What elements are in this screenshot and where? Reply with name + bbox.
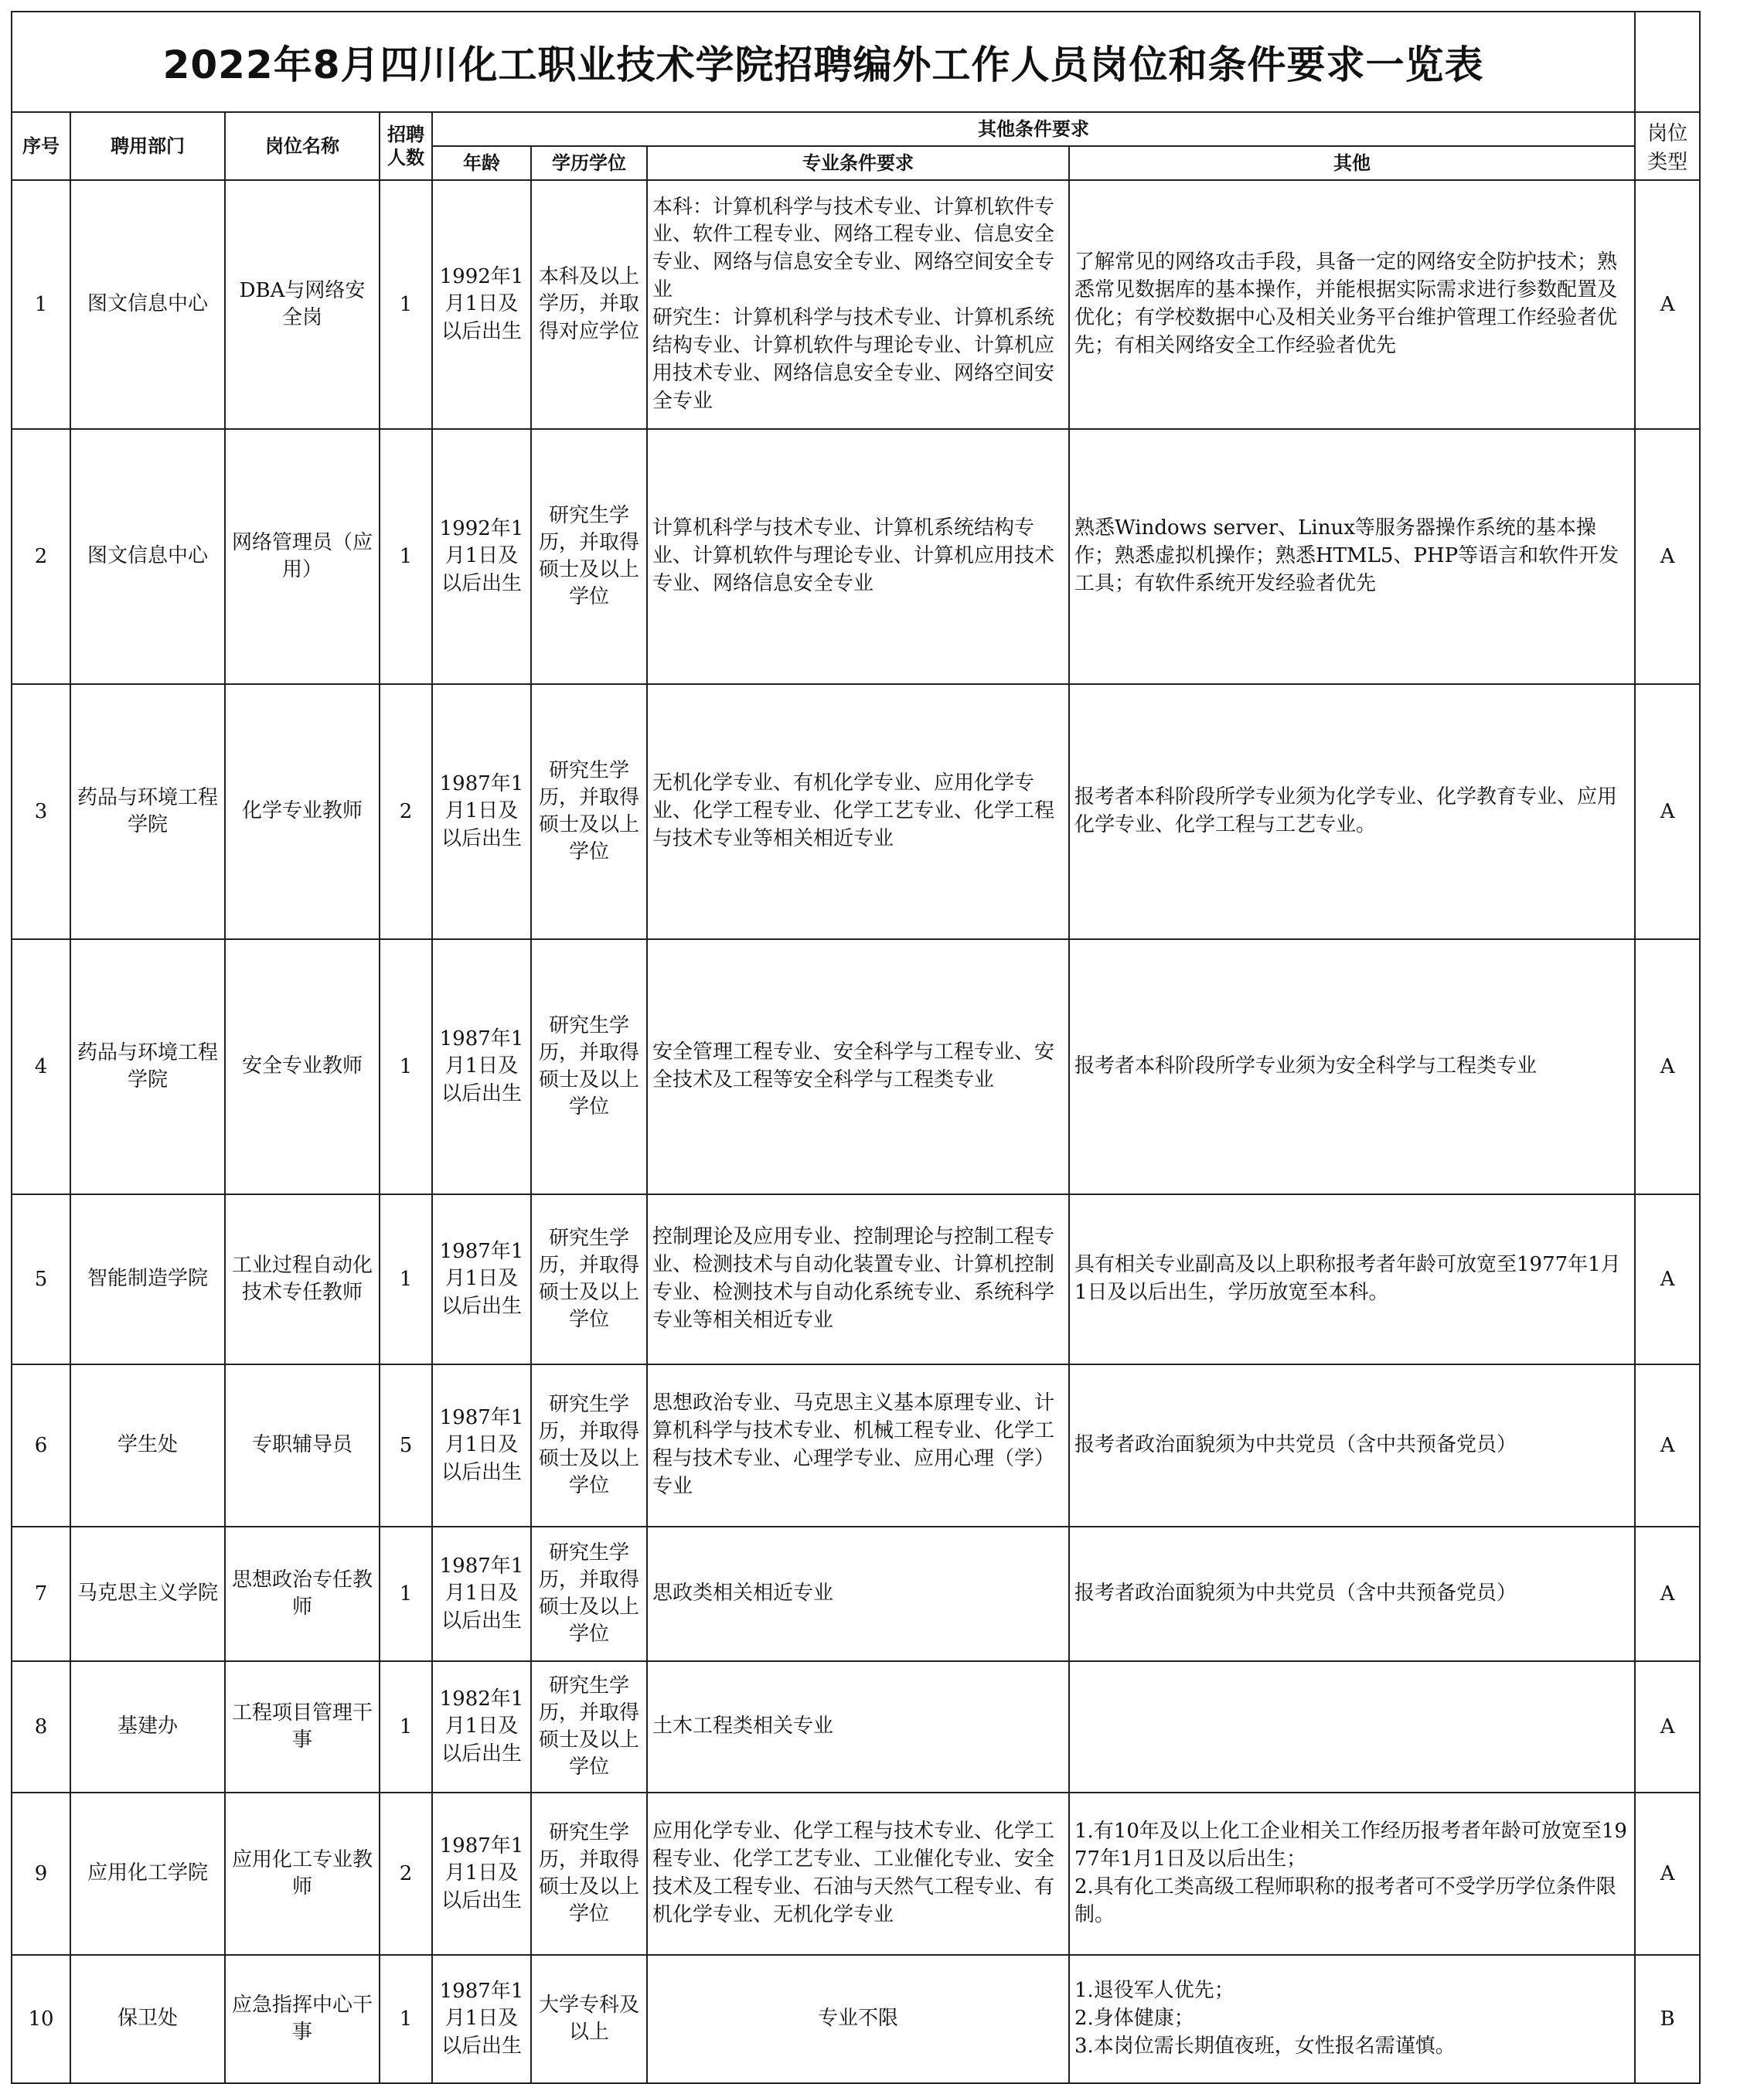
cell-count: 1 bbox=[380, 1527, 432, 1661]
cell-department: 马克思主义学院 bbox=[70, 1527, 225, 1661]
cell-index: 2 bbox=[12, 429, 70, 684]
header-index: 序号 bbox=[12, 112, 70, 180]
table-row bbox=[12, 1955, 1700, 2083]
table-row bbox=[12, 1793, 1700, 1955]
header-major: 专业条件要求 bbox=[647, 146, 1069, 180]
title-side-cell bbox=[1635, 12, 1700, 112]
cell-other: 报考者本科阶段所学专业须为安全科学与工程类专业 bbox=[1069, 939, 1635, 1194]
recruitment-table bbox=[11, 11, 1701, 2084]
cell-department: 基建办 bbox=[70, 1661, 225, 1793]
cell-age: 1987年1月1日及以后出生 bbox=[432, 1955, 531, 2083]
header-department: 聘用部门 bbox=[70, 112, 225, 180]
cell-major: 控制理论及应用专业、控制理论与控制工程专业、检测技术与自动化装置专业、计算机控制专业、检测技术与自动化系统专业、系统科学专业等相关相近专业 bbox=[647, 1194, 1069, 1364]
cell-count: 1 bbox=[380, 1194, 432, 1364]
cell-count: 1 bbox=[380, 1661, 432, 1793]
cell-other: 报考者政治面貌须为中共党员（含中共预备党员） bbox=[1069, 1527, 1635, 1661]
cell-index: 8 bbox=[12, 1661, 70, 1793]
cell-count: 1 bbox=[380, 939, 432, 1194]
cell-type: A bbox=[1635, 1661, 1700, 1793]
cell-department: 图文信息中心 bbox=[70, 429, 225, 684]
cell-index: 7 bbox=[12, 1527, 70, 1661]
cell-age: 1987年1月1日及以后出生 bbox=[432, 1364, 531, 1527]
cell-position: 专职辅导员 bbox=[225, 1364, 380, 1527]
cell-department: 药品与环境工程学院 bbox=[70, 684, 225, 939]
cell-other: 1.退役军人优先； 2.身体健康； 3.本岗位需长期值夜班，女性报名需谨慎。 bbox=[1069, 1955, 1635, 2083]
table-row bbox=[12, 1194, 1700, 1364]
cell-count: 5 bbox=[380, 1364, 432, 1527]
table-row bbox=[12, 939, 1700, 1194]
cell-count: 2 bbox=[380, 1793, 432, 1955]
cell-index: 6 bbox=[12, 1364, 70, 1527]
cell-age: 1987年1月1日及以后出生 bbox=[432, 1527, 531, 1661]
cell-age: 1987年1月1日及以后出生 bbox=[432, 939, 531, 1194]
cell-education: 研究生学历，并取得硕士及以上学位 bbox=[531, 1364, 647, 1527]
cell-major: 本科：计算机科学与技术专业、计算机软件专业、软件工程专业、网络工程专业、信息安全专业、网络与信息安全专业、网络空间安全专业 研究生：计算机科学与技术专业、计算机系统结构专业、计算机软件与理论专业、计算机应用技术专业、网络信息安全专业、网络空间安全专业 bbox=[647, 180, 1069, 429]
cell-type: A bbox=[1635, 1793, 1700, 1955]
cell-index: 1 bbox=[12, 180, 70, 429]
cell-position: 应用化工专业教师 bbox=[225, 1793, 380, 1955]
table-row bbox=[12, 429, 1700, 684]
cell-department: 智能制造学院 bbox=[70, 1194, 225, 1364]
cell-position: 网络管理员（应用） bbox=[225, 429, 380, 684]
cell-index: 9 bbox=[12, 1793, 70, 1955]
cell-education: 本科及以上学历，并取得对应学位 bbox=[531, 180, 647, 429]
cell-position: 工程项目管理干事 bbox=[225, 1661, 380, 1793]
cell-type: A bbox=[1635, 684, 1700, 939]
cell-education: 研究生学历，并取得硕士及以上学位 bbox=[531, 429, 647, 684]
cell-other: 1.有10年及以上化工企业相关工作经历报考者年龄可放宽至1977年1月1日及以后出生； 2.具有化工类高级工程师职称的报考者可不受学历学位条件限制。 bbox=[1069, 1793, 1635, 1955]
cell-age: 1987年1月1日及以后出生 bbox=[432, 684, 531, 939]
cell-type: B bbox=[1635, 1955, 1700, 2083]
cell-other: 具有相关专业副高及以上职称报考者年龄可放宽至1977年1月1日及以后出生，学历放宽至本科。 bbox=[1069, 1194, 1635, 1364]
cell-education: 研究生学历，并取得硕士及以上学位 bbox=[531, 1661, 647, 1793]
cell-position: 化学专业教师 bbox=[225, 684, 380, 939]
cell-position: 思想政治专任教师 bbox=[225, 1527, 380, 1661]
cell-age: 1987年1月1日及以后出生 bbox=[432, 1194, 531, 1364]
cell-other: 报考者本科阶段所学专业须为化学专业、化学教育专业、应用化学专业、化学工程与工艺专业。 bbox=[1069, 684, 1635, 939]
cell-other: 报考者政治面貌须为中共党员（含中共预备党员） bbox=[1069, 1364, 1635, 1527]
cell-count: 1 bbox=[380, 1955, 432, 2083]
cell-age: 1992年1月1日及以后出生 bbox=[432, 180, 531, 429]
table-row bbox=[12, 1527, 1700, 1661]
cell-major: 土木工程类相关专业 bbox=[647, 1661, 1069, 1793]
header-position: 岗位名称 bbox=[225, 112, 380, 180]
cell-other: 了解常见的网络攻击手段，具备一定的网络安全防护技术；熟悉常见数据库的基本操作，并能根据实际需求进行参数配置及优化；有学校数据中心及相关业务平台维护管理工作经验者优先；有相关网络安全工作经验者优先 bbox=[1069, 180, 1635, 429]
cell-count: 2 bbox=[380, 684, 432, 939]
cell-index: 3 bbox=[12, 684, 70, 939]
cell-education: 研究生学历，并取得硕士及以上学位 bbox=[531, 684, 647, 939]
cell-type: A bbox=[1635, 429, 1700, 684]
header-education: 学历学位 bbox=[531, 146, 647, 180]
cell-position: 工业过程自动化技术专任教师 bbox=[225, 1194, 380, 1364]
cell-type: A bbox=[1635, 1527, 1700, 1661]
cell-age: 1987年1月1日及以后出生 bbox=[432, 1793, 531, 1955]
table-row bbox=[12, 1364, 1700, 1527]
cell-department: 学生处 bbox=[70, 1364, 225, 1527]
cell-count: 1 bbox=[380, 429, 432, 684]
cell-major: 思想政治专业、马克思主义基本原理专业、计算机科学与技术专业、机械工程专业、化学工程与技术专业、心理学专业、应用心理（学）专业 bbox=[647, 1364, 1069, 1527]
cell-major: 应用化学专业、化学工程与技术专业、化学工程专业、化学工艺专业、工业催化专业、安全技术及工程专业、石油与天然气工程专业、有机化学专业、无机化学专业 bbox=[647, 1793, 1069, 1955]
cell-major: 无机化学专业、有机化学专业、应用化学专业、化学工程专业、化学工艺专业、化学工程与技术专业等相关相近专业 bbox=[647, 684, 1069, 939]
cell-type: A bbox=[1635, 1364, 1700, 1527]
table-title: 2022年8月四川化工职业技术学院招聘编外工作人员岗位和条件要求一览表 bbox=[12, 12, 1635, 112]
cell-type: A bbox=[1635, 939, 1700, 1194]
cell-position: 安全专业教师 bbox=[225, 939, 380, 1194]
cell-type: A bbox=[1635, 180, 1700, 429]
cell-education: 研究生学历，并取得硕士及以上学位 bbox=[531, 1194, 647, 1364]
cell-major: 思政类相关相近专业 bbox=[647, 1527, 1069, 1661]
table-row bbox=[12, 684, 1700, 939]
header-count: 招聘人数 bbox=[380, 112, 432, 180]
cell-position: DBA与网络安全岗 bbox=[225, 180, 380, 429]
cell-education: 研究生学历，并取得硕士及以上学位 bbox=[531, 1527, 647, 1661]
cell-department: 图文信息中心 bbox=[70, 180, 225, 429]
cell-education: 研究生学历，并取得硕士及以上学位 bbox=[531, 939, 647, 1194]
cell-age: 1992年1月1日及以后出生 bbox=[432, 429, 531, 684]
cell-position: 应急指挥中心干事 bbox=[225, 1955, 380, 2083]
cell-education: 研究生学历，并取得硕士及以上学位 bbox=[531, 1793, 647, 1955]
cell-department: 应用化工学院 bbox=[70, 1793, 225, 1955]
cell-age: 1982年1月1日及以后出生 bbox=[432, 1661, 531, 1793]
header-age: 年龄 bbox=[432, 146, 531, 180]
cell-type: A bbox=[1635, 1194, 1700, 1364]
cell-other: 熟悉Windows server、Linux等服务器操作系统的基本操作；熟悉虚拟机操作；熟悉HTML5、PHP等语言和软件开发工具；有软件系统开发经验者优先 bbox=[1069, 429, 1635, 684]
cell-education: 大学专科及以上 bbox=[531, 1955, 647, 2083]
table-row bbox=[12, 180, 1700, 429]
header-other: 其他 bbox=[1069, 146, 1635, 180]
header-other-conditions: 其他条件要求 bbox=[432, 112, 1635, 146]
cell-major: 安全管理工程专业、安全科学与工程专业、安全技术及工程等安全科学与工程类专业 bbox=[647, 939, 1069, 1194]
cell-count: 1 bbox=[380, 180, 432, 429]
cell-department: 保卫处 bbox=[70, 1955, 225, 2083]
cell-index: 5 bbox=[12, 1194, 70, 1364]
recruitment-table-sheet bbox=[11, 11, 1688, 2084]
cell-other bbox=[1069, 1661, 1635, 1793]
cell-index: 10 bbox=[12, 1955, 70, 2083]
header-type: 岗位类型 bbox=[1635, 112, 1700, 180]
table-row bbox=[12, 1661, 1700, 1793]
cell-major: 专业不限 bbox=[647, 1955, 1069, 2083]
cell-major: 计算机科学与技术专业、计算机系统结构专业、计算机软件与理论专业、计算机应用技术专业、网络信息安全专业 bbox=[647, 429, 1069, 684]
cell-index: 4 bbox=[12, 939, 70, 1194]
cell-department: 药品与环境工程学院 bbox=[70, 939, 225, 1194]
